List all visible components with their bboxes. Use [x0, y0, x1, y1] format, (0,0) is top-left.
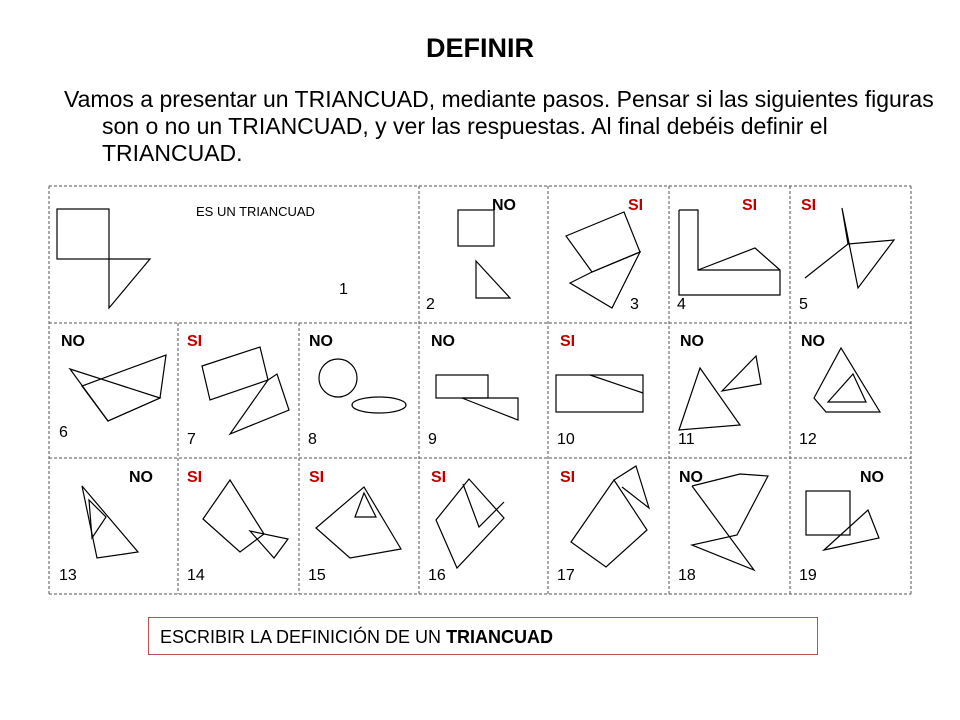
answer-13: NO	[129, 469, 153, 486]
figure-number-15: 15	[308, 567, 326, 584]
figure-number-13: 13	[59, 567, 77, 584]
figure-12-shape	[814, 348, 880, 412]
figure-14-shape	[203, 480, 288, 558]
figure-number-8: 8	[308, 431, 317, 448]
figure-number-11: 11	[678, 431, 695, 448]
definition-keyword: TRIANCUAD	[446, 627, 554, 647]
definition-box[interactable]	[148, 617, 818, 655]
answer-14: SI	[187, 469, 203, 486]
answer-9: NO	[431, 333, 455, 350]
figure-6-shape	[70, 355, 166, 421]
figure-15-shape	[316, 487, 401, 558]
figure-number-2: 2	[426, 296, 435, 313]
answer-16: SI	[431, 469, 447, 486]
figure-7-shape	[202, 347, 289, 434]
figure-number-1: 1	[339, 281, 348, 298]
figure-number-5: 5	[799, 296, 808, 313]
figure-9-shape	[436, 375, 518, 420]
answer-2: NO	[492, 197, 516, 214]
answer-17: SI	[560, 469, 576, 486]
figure-number-10: 10	[557, 431, 575, 448]
answer-11: NO	[680, 333, 704, 350]
example-caption: ES UN TRIANCUAD	[196, 204, 315, 219]
figure-10-shape	[556, 375, 643, 412]
figure-number-19: 19	[799, 567, 817, 584]
figure-number-6: 6	[59, 424, 68, 441]
figure-16-shape	[436, 479, 504, 568]
figure-5-shape	[805, 208, 894, 288]
figure-11-shape	[679, 356, 761, 430]
definition-prompt: ESCRIBIR LA DEFINICIÓN DE UN	[160, 627, 447, 647]
figure-18-shape	[692, 474, 768, 570]
figure-8-shape	[319, 359, 406, 413]
answer-6: NO	[61, 333, 85, 350]
figure-19-shape	[806, 491, 879, 550]
answer-19: NO	[860, 469, 884, 486]
answer-4: SI	[742, 197, 758, 214]
figure-number-4: 4	[677, 296, 686, 313]
figure-1-shape	[57, 209, 150, 308]
answer-18: NO	[679, 469, 703, 486]
figure-number-16: 16	[428, 567, 446, 584]
figure-13-shape	[82, 486, 138, 558]
intro-paragraph: Vamos a presentar un TRIANCUAD, mediante pasos. Pensar si las siguientes figuras son o no un TRIANCUAD, y ver las respuestas. Al final debéis definir el TRIANCUAD.	[64, 86, 934, 166]
figure-number-9: 9	[428, 431, 437, 448]
figure-number-17: 17	[557, 567, 575, 584]
answer-3: SI	[628, 197, 644, 214]
figure-number-14: 14	[187, 567, 205, 584]
figure-number-3: 3	[630, 296, 639, 313]
figure-17-shape	[571, 466, 649, 567]
figure-2-shape	[458, 210, 510, 298]
answer-15: SI	[309, 469, 325, 486]
answer-8: NO	[309, 333, 333, 350]
answer-7: SI	[187, 333, 203, 350]
figure-3-shape	[566, 212, 640, 308]
grid-lines	[49, 186, 911, 594]
figure-number-12: 12	[799, 431, 817, 448]
figure-number-18: 18	[678, 567, 696, 584]
figure-number-7: 7	[187, 431, 196, 448]
answer-10: SI	[560, 333, 576, 350]
answer-12: NO	[801, 333, 825, 350]
figure-4-shape	[679, 210, 780, 295]
page-title: DEFINIR	[426, 33, 534, 63]
answer-5: SI	[801, 197, 817, 214]
